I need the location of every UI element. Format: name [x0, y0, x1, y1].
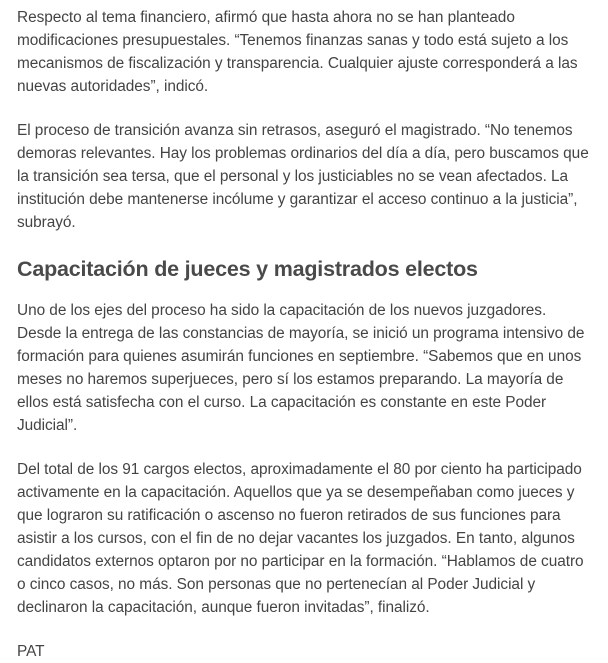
paragraph-finances: Respecto al tema financiero, afirmó que hasta ahora no se han planteado modificaciones presupuestales. “Tenemos finanzas sanas y todo está sujeto a los mecanismos de fiscalización y transparencia. Cualquier ajuste corresponderá a las nuevas autoridades”, indicó.: [17, 9, 578, 95]
paragraph-participation: Del total de los 91 cargos electos, aproximadamente el 80 por ciento ha participado activamente en la capacitación. Aquellos que ya se desempeñaban como jueces y que lograron su ratificación o ascenso no fueron retirados de sus funciones para asistir a los cursos, con el fin de no dejar vacantes los juzgados. En tanto, algunos candidatos externos optaron por no participar en la formación. “Hablamos de cuatro o cinco casos, no más. Son personas que no pertenecían al Poder Judicial y declinaron la capacitación, aunque fueron invitadas”, finalizó.: [17, 461, 584, 616]
author-signature: PAT: [17, 643, 45, 660]
paragraph-training: Uno de los ejes del proceso ha sido la capacitación de los nuevos juzgadores. Desde la entrega de las constancias de mayoría, se inició un programa intensivo de formación para quienes asumirán funciones en septiembre. “Sabemos que en unos meses no haremos superjueces, pero sí los estamos preparando. La mayoría de ellos está satisfecha con el curso. La capacitación es constante en este Poder Judicial”.: [17, 302, 585, 434]
paragraph-transition: El proceso de transición avanza sin retrasos, aseguró el magistrado. “No tenemos demoras relevantes. Hay los problemas ordinarios del día a día, pero buscamos que la transición sea tersa, que el personal y los justiciables no se vean afectados. La institución debe mantenerse incólume y garantizar el acceso continuo a la justicia”, subrayó.: [17, 122, 589, 231]
section-heading: Capacitación de jueces y magistrados electos: [17, 257, 478, 281]
